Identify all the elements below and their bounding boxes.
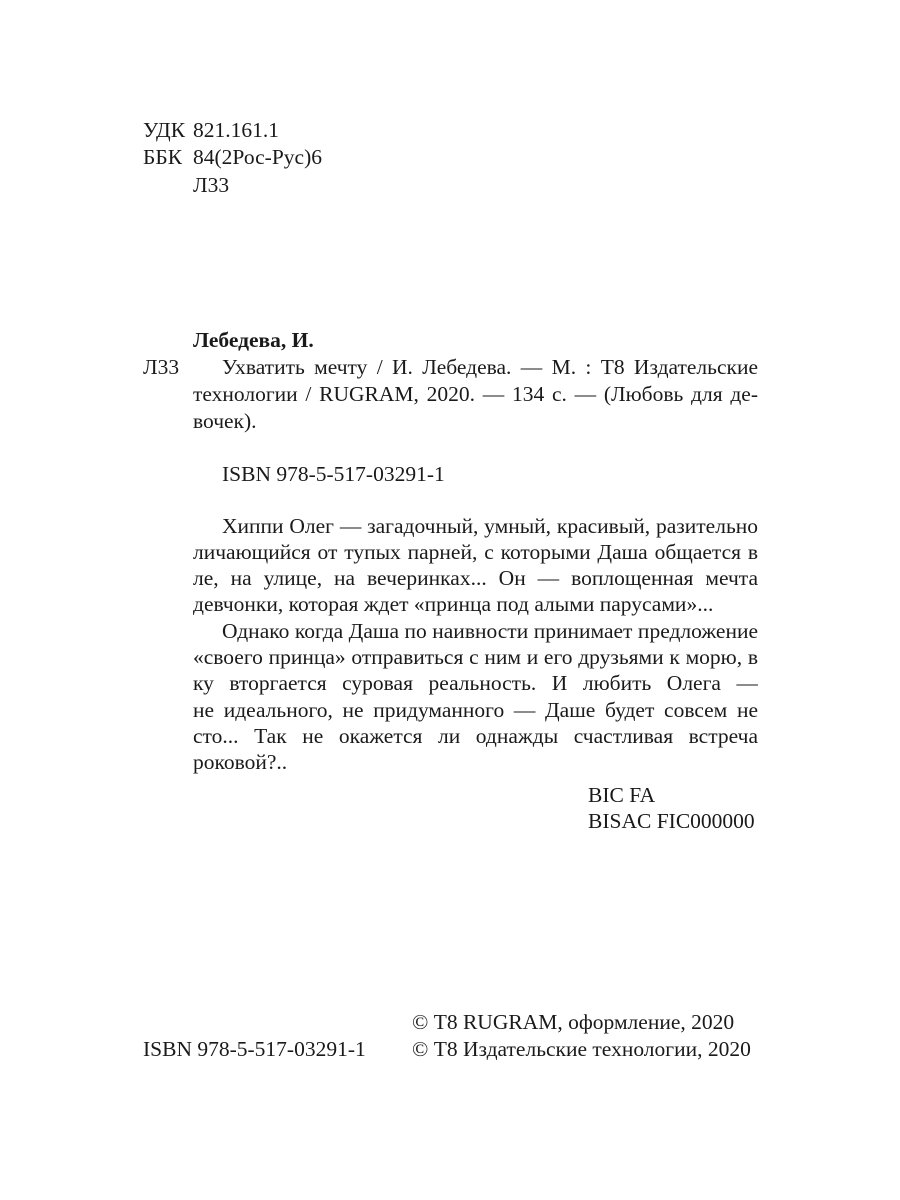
copyright-line: © Т8 RUGRAM, оформление, 2020: [412, 1010, 735, 1034]
annotation-line: сто... Так не окажется ли однажды счастливая встреча: [193, 724, 758, 748]
author-mark: Л33: [193, 173, 230, 197]
footer-isbn: ISBN 978-5-517-03291-1: [143, 1037, 366, 1061]
annotation-line: личающийся от тупых парней, с которыми Даша общается в: [193, 540, 758, 564]
isbn: ISBN 978-5-517-03291-1: [222, 462, 445, 486]
bbk-value: 84(2Рос-Рус)6: [193, 145, 322, 169]
udk-code: УДК: [143, 118, 186, 142]
bibliographic-line: технологии / RUGRAM, 2020. — 134 с. — (Любовь для де-: [193, 382, 758, 406]
author-name: Лебедева, И.: [193, 328, 314, 352]
bic-code: BIC FA: [588, 783, 656, 807]
bibliographic-line: Ухватить мечту / И. Лебедева. — М. : Т8 Издательские: [222, 355, 758, 379]
annotation-line: ку вторгается суровая реальность. И любить Олега —: [193, 671, 758, 695]
author-mark-left: Л33: [143, 355, 180, 379]
udk-value: 821.161.1: [193, 118, 279, 142]
annotation-line: девчонки, которая ждет «принца под алыми парусами»...: [193, 592, 714, 616]
annotation-line: ле, на улице, на вечеринках... Он — воплощенная мечта: [193, 566, 758, 590]
annotation-line: Хиппи Олег — загадочный, умный, красивый, разительно: [222, 514, 758, 538]
annotation-line: роковой?..: [193, 750, 288, 774]
bibliographic-line: вочек).: [193, 409, 257, 433]
copyright-line: © Т8 Издательские технологии, 2020: [412, 1037, 751, 1061]
annotation-line: Однако когда Даша по наивности принимает предложение: [222, 619, 758, 643]
bisac-code: BISAC FIC000000: [588, 809, 755, 833]
bbk-code: ББК: [143, 145, 183, 169]
annotation-line: не идеального, не придуманного — Даше будет совсем не: [193, 698, 758, 722]
annotation-line: «своего принца» отправиться с ним и его друзьями к морю, в: [193, 645, 758, 669]
